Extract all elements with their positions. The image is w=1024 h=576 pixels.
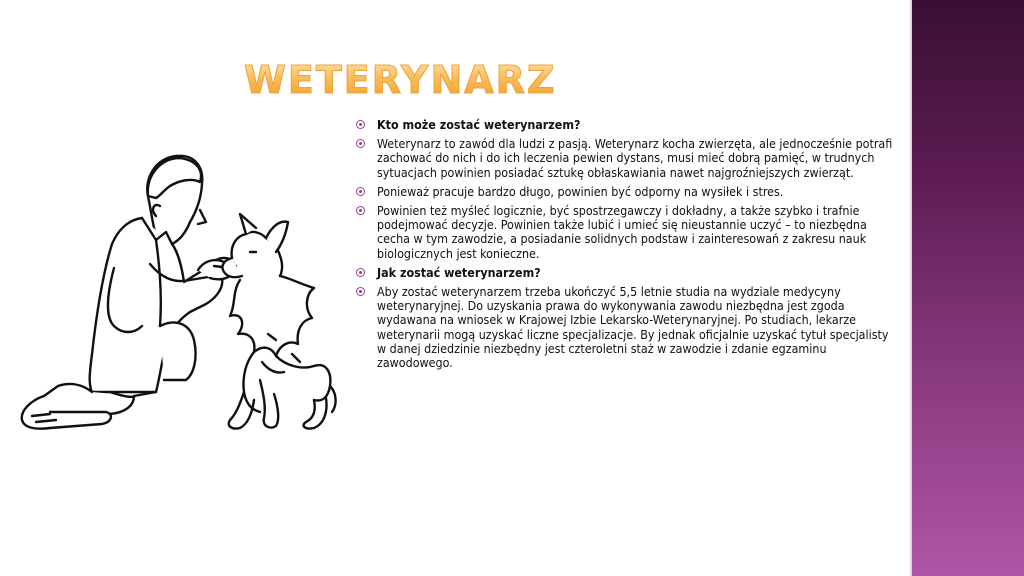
man-feeding-dog-illustration: [10, 148, 340, 430]
list-item: [354, 118, 894, 132]
list-item-text: Powinien też myśleć logicznie, być spostrzegawczy i dokładny, a także szybko i trafnie podejmować decyzje. Powinien także lubić i umieć się nieustannie uczyć – to niezbędna cecha w tym zawodzie, a posiadanie solidnych podstaw i zainteresowań z zakresu nauk biologicznych jest konieczne.: [377, 203, 867, 261]
slide-content: [354, 118, 894, 375]
man-nose: [198, 210, 206, 224]
list-item: [354, 285, 894, 370]
list-item: [354, 266, 894, 280]
decorative-sidebar: [912, 0, 1024, 576]
dog-neck-fur: [230, 276, 314, 356]
bullet-icon: [356, 268, 365, 277]
dog-hind-leg: [304, 398, 327, 429]
list-item-text: Jak zostać weterynarzem?: [377, 264, 541, 280]
bullet-icon: [356, 139, 365, 148]
dog-front-leg: [229, 392, 254, 429]
bullet-icon: [356, 287, 365, 296]
dog-front-leg-2: [260, 380, 278, 428]
list-item: [354, 204, 894, 261]
list-item-text: Weterynarz to zawód dla ludzi z pasją. Weterynarz kocha zwierzęta, ale jednocześnie potrafi zachować do nich i do ich leczenia pewien dystans, musi mieć dobrą pamięć, w trudnych sytuacjach powinien posiadać sztukę obłaskawiania nawet najgroźniejszych zwierząt.: [377, 136, 893, 180]
bullet-icon: [356, 187, 365, 196]
list-item-text: Aby zostać weterynarzem trzeba ukończyć 5,5 letnie studia na wydziale medycyny weterynaryjnej. Do uzyskania prawa do wykonywania zawodu niezbędna jest zgoda wydawana na wniosek w Krajowej Izbie Lekarsko-Weterynaryjnej. Po studiach, lekarze weterynarii mogą uzyskać liczne specjalizacje. By jednak oficjalnie uzyskać tytuł specjalisty w danej dziedzinie niezbędny jest czteroletni staż w zawodzie i zdanie egzaminu zawodowego.: [377, 284, 889, 371]
man-knee: [160, 322, 196, 380]
list-item-text: Ponieważ pracuje bardzo długo, powinien być odporny na wysiłek i stres.: [377, 183, 784, 199]
list-item-text: Kto może zostać weterynarzem?: [377, 117, 581, 132]
bullet-icon: [356, 120, 365, 129]
dog-tail: [330, 386, 336, 412]
bullet-list: [354, 118, 894, 370]
slide-title: WETERYNARZ: [244, 58, 557, 102]
bullet-icon: [356, 206, 365, 215]
list-item: [354, 137, 894, 180]
dog-body: [243, 352, 330, 412]
list-item: [354, 185, 894, 199]
